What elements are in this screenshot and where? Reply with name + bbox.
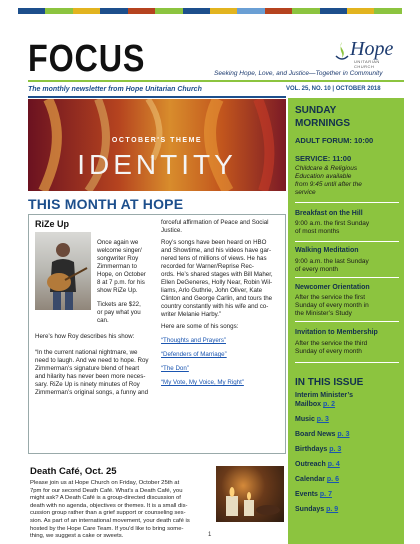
stripe-segment	[292, 8, 319, 14]
article-title: RiZe Up	[35, 219, 70, 229]
toc-item[interactable]	[295, 505, 399, 514]
divider	[28, 80, 404, 82]
toc-page-link[interactable]: p. 3	[337, 431, 350, 438]
toc-page-link[interactable]: p. 2	[323, 401, 336, 408]
text-line: Clinton and George Carlin, and tours the	[161, 295, 273, 302]
text-line: of most months	[295, 228, 340, 235]
breakfast-text	[295, 220, 399, 236]
chalice-icon	[334, 40, 350, 62]
text-line: and hilarity has never been more neces-	[35, 373, 146, 380]
text-line: Justice.	[161, 227, 182, 234]
col2-top-text	[161, 219, 285, 235]
text-line: 9:00 a.m. the last Sunday	[295, 258, 369, 265]
toc-page-link[interactable]: p. 3	[329, 446, 342, 453]
tickets-text	[97, 301, 157, 325]
text-line: need to laugh. And we need to hope. Roy	[35, 357, 149, 364]
text-line: hosted by the Hope Care Team. If you’d like to bring some-	[30, 525, 184, 532]
intro-text	[97, 239, 157, 295]
newcomer-text	[295, 294, 399, 318]
service-time: SERVICE: 11:00	[295, 154, 352, 163]
text-line: Sunday of every month	[295, 348, 362, 355]
text-line: might ask? A Death Café is a group-directed discussion of	[30, 495, 181, 502]
bio-text	[161, 239, 285, 319]
toc-item[interactable]	[295, 415, 399, 424]
sunday-heading-2: MORNINGS	[295, 118, 350, 129]
stripe-segment	[374, 8, 401, 14]
stripe-segment	[155, 8, 182, 14]
tagline: Seeking Hope, Love, and Justice—Together in Community	[214, 70, 383, 77]
text-line: can.	[97, 317, 109, 324]
stripe-segment	[265, 8, 292, 14]
text-line: After the service the first	[295, 294, 366, 301]
stripe-segment	[320, 8, 347, 14]
text-line: After the service the third	[295, 340, 368, 347]
text-line: Once again we	[97, 239, 139, 246]
text-line: the Minister’s Study	[295, 310, 352, 317]
toc-label: Events	[295, 491, 320, 498]
text-line: liams, Arlo Guthrie, John Oliver, Kate	[161, 287, 263, 294]
stripe-segment	[210, 8, 237, 14]
stripe-segment	[45, 8, 72, 14]
childcare-note	[295, 165, 399, 197]
text-line: forceful affirmation of Peace and Social	[161, 219, 269, 226]
stripe-segment	[183, 8, 210, 14]
cafe-text	[30, 480, 214, 541]
text-line: of every month	[295, 266, 338, 273]
text-line: thing, we suggest a cake or sweets.	[30, 533, 124, 540]
toc-page-link[interactable]: p. 4	[327, 461, 340, 468]
text-line: Education available	[295, 173, 352, 180]
text-line: nered tens of millions of views. He has	[161, 255, 267, 262]
toc-label: Interim Minister’s	[295, 392, 353, 399]
toc-page-link[interactable]: p. 9	[326, 506, 339, 513]
breakfast-title: Breakfast on the Hill	[295, 210, 363, 217]
invitation-text	[295, 340, 399, 356]
text-line: welcome singer/	[97, 247, 142, 254]
text-line: “In the current national nightmare, we	[35, 349, 138, 356]
text-line: Zimmerman’s original songs, a funny and	[35, 389, 149, 396]
newsletter-subtitle: The monthly newsletter from Hope Unitarian Church	[28, 86, 202, 93]
toc-label: Sundays	[295, 506, 327, 513]
newcomer-title: Newcomer Orientation	[295, 284, 370, 291]
toc-item[interactable]	[295, 391, 399, 409]
text-line: Childcare & Religious	[295, 165, 358, 172]
text-line: Zimmerman to	[97, 263, 137, 270]
text-line: 7pm for our second Death Café. What’s a Death Café, you	[30, 487, 183, 494]
text-line: sary. RiZe Up is ninety minutes of Roy	[35, 381, 140, 388]
text-line: Please join us at Hope Church on Friday, October 25th at	[30, 480, 180, 486]
toc-item[interactable]	[295, 460, 399, 469]
stripe-segment	[237, 8, 264, 14]
logo-subtitle: UNITARIAN CHURCH	[354, 59, 380, 69]
color-stripe	[18, 8, 402, 14]
toc-label: Music	[295, 416, 317, 423]
text-line: Ellen DeGeneres, Holly Near, Robin Wil-	[161, 279, 273, 286]
theme-label: OCTOBER'S THEME	[111, 137, 203, 144]
church-logo	[330, 36, 400, 69]
quote-text	[35, 349, 157, 397]
walking-text	[295, 258, 399, 274]
guitarist-illustration	[35, 232, 91, 310]
toc-page-link[interactable]: p. 3	[316, 416, 329, 423]
here-how-text: Here’s how Roy describes his show:	[35, 333, 135, 340]
sunday-heading-1: SUNDAY	[295, 105, 337, 116]
candle-photo	[216, 466, 284, 522]
stripe-segment	[128, 8, 155, 14]
divider	[295, 202, 399, 203]
adult-forum: ADULT FORUM: 10:00	[295, 136, 374, 145]
sidebar	[288, 98, 404, 544]
section-heading: THIS MONTH AT HOPE	[28, 196, 184, 212]
toc-page-link[interactable]: p. 7	[319, 491, 332, 498]
text-line: Zimmerman’s signature blend of heart	[35, 365, 140, 372]
invitation-title: Invitation to Membership	[295, 329, 378, 336]
text-line: 8 at 7 p.m. for his	[97, 279, 145, 286]
toc-item[interactable]	[295, 430, 399, 439]
songs-list	[161, 337, 285, 393]
newsletter-title: FOCUS	[28, 38, 146, 80]
text-line: songwriter Roy	[97, 255, 139, 262]
toc-label: Mailbox	[295, 401, 324, 408]
toc-label: Birthdays	[295, 446, 330, 453]
text-line: or pay what you	[97, 309, 141, 316]
divider	[295, 321, 399, 322]
divider	[28, 96, 286, 98]
rize-up-article	[28, 214, 286, 454]
song-link[interactable]: “My Vote, My Voice, My Right”	[161, 379, 244, 386]
song-link[interactable]: “Thoughts and Prayers”	[161, 337, 226, 344]
text-line: 9:00 a.m. the first Sunday	[295, 220, 370, 227]
text-line: country constantly with his wife and co-	[161, 303, 269, 310]
toc-item[interactable]	[295, 475, 399, 484]
toc-label: Outreach	[295, 461, 328, 468]
text-line: from 9:45 until after the	[295, 181, 362, 188]
divider	[295, 241, 399, 242]
divider	[295, 362, 399, 363]
text-line: Roy’s songs have been heard on HBO	[161, 239, 267, 246]
text-line: recorded for Warner/Reprise Rec-	[161, 263, 254, 270]
stripe-segment	[347, 8, 374, 14]
text-line: and Showtime, and his videos have gar-	[161, 247, 272, 254]
stripe-segment	[18, 8, 45, 14]
text-line: show RiZe Up.	[97, 287, 138, 294]
songs-intro: Here are some of his songs:	[161, 323, 239, 330]
text-line: ords. He’s shared stages with Bill Maher,	[161, 271, 273, 278]
toc-label: Calendar	[295, 476, 327, 483]
toc-item[interactable]	[295, 445, 399, 454]
divider	[295, 277, 399, 278]
text-line: service	[295, 189, 316, 196]
text-line: writer Melanie Harby.”	[161, 311, 222, 318]
walking-title: Walking Meditation	[295, 247, 359, 254]
volume-info: VOL. 25, NO. 10 | OCTOBER 2018	[286, 86, 381, 92]
candles-illustration	[216, 466, 284, 522]
page-number: 1	[208, 532, 212, 538]
logo-wordmark: Hope	[350, 38, 394, 60]
toc-label: Board News	[295, 431, 338, 438]
theme-banner	[28, 99, 286, 191]
text-line: Hope, on October	[97, 271, 146, 278]
text-line: death with no agenda, objectives or themes. It is a small dis-	[30, 502, 188, 509]
stripe-segment	[73, 8, 100, 14]
cafe-title: Death Café, Oct. 25	[30, 466, 117, 477]
toc-page-link[interactable]: p. 6	[326, 476, 339, 483]
text-line: Sunday of every month in	[295, 302, 369, 309]
song-link[interactable]: “Defenders of Marriage”	[161, 351, 227, 358]
stripe-segment	[100, 8, 127, 14]
toc-item[interactable]	[295, 490, 399, 499]
song-link[interactable]: “The Don”	[161, 365, 189, 372]
in-this-issue-heading: IN THIS ISSUE	[295, 377, 364, 388]
table-of-contents	[295, 391, 399, 520]
theme-word: IDENTITY	[77, 149, 237, 180]
text-line: sion. As part of an international movement, your death café is	[30, 517, 190, 524]
performer-photo	[35, 232, 91, 310]
text-line: cussion group rather than a grief support or counseling ses-	[30, 510, 186, 517]
text-line: Tickets are $22,	[97, 301, 141, 308]
